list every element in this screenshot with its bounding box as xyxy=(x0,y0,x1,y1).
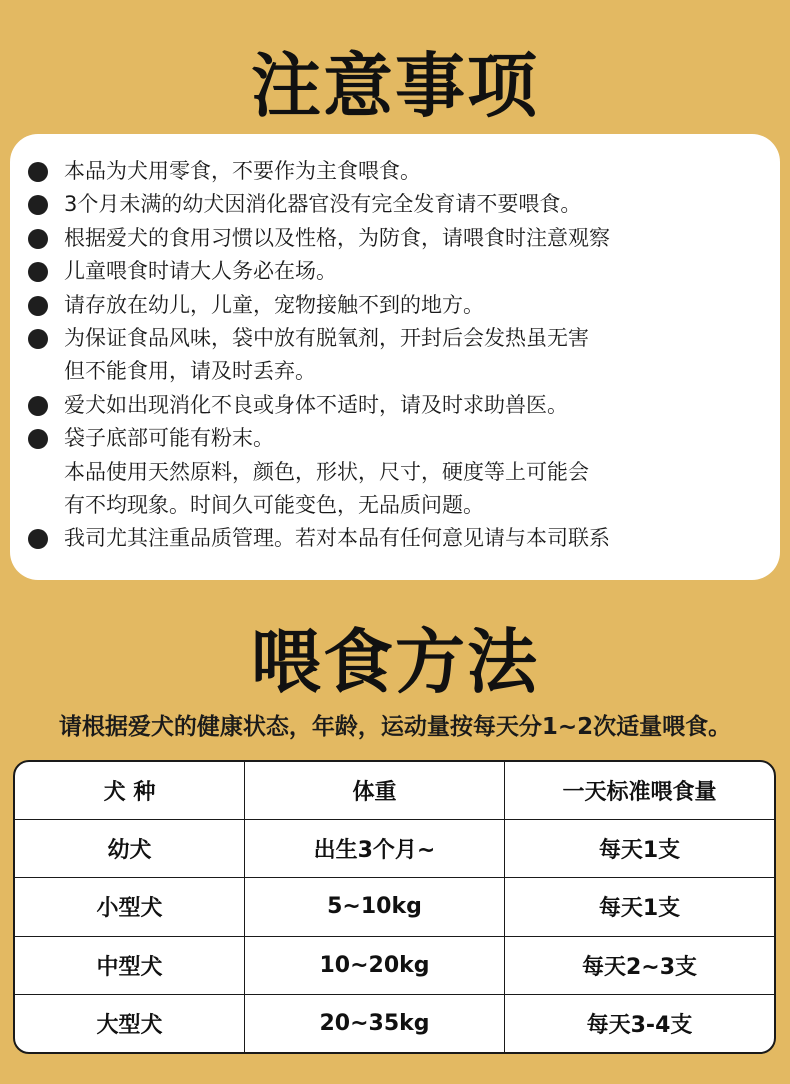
notice-item xyxy=(28,355,748,388)
notice-list xyxy=(28,155,748,556)
notice-item-text: 儿童喂食时请大人务必在场。 xyxy=(64,259,337,284)
notice-item-text: 请存放在幼儿，儿童，宠物接触不到的地方。 xyxy=(64,292,484,317)
notice-title: 注意事项 xyxy=(251,45,539,127)
notice-item xyxy=(28,489,748,522)
notice-item-text: 爱犬如出现消化不良或身体不适时，请及时求助兽医。 xyxy=(64,392,568,417)
table-row xyxy=(15,936,774,994)
notice-item xyxy=(28,422,748,455)
notice-item-text: 有不均现象。时间久可能变色，无品质问题。 xyxy=(64,493,484,518)
bullet-icon xyxy=(28,296,48,316)
table-header-cell: 一天标准喂食量 xyxy=(505,762,775,819)
bullet-icon xyxy=(28,329,48,349)
notice-item-text: 3个月未满的幼犬因消化器官没有完全发育请不要喂食。 xyxy=(64,192,582,217)
feeding-subtitle: 请根据爱犬的健康状态，年龄，运动量按每天分1~2次适量喂食。 xyxy=(58,714,732,740)
table-cell: 20~35kg xyxy=(245,995,505,1052)
table-row xyxy=(15,819,774,877)
table-cell: 大型犬 xyxy=(15,995,245,1052)
feeding-title: 喂食方法 xyxy=(251,621,539,703)
table-cell: 10~20kg xyxy=(245,936,505,994)
table-header-cell: 体重 xyxy=(245,762,505,819)
bullet-icon xyxy=(28,229,48,249)
table-header-row xyxy=(15,762,774,819)
notice-item xyxy=(28,155,748,188)
notice-item xyxy=(28,255,748,288)
bullet-icon xyxy=(28,162,48,182)
notice-item-text: 袋子底部可能有粉末。 xyxy=(64,426,274,451)
notice-item-text: 根据爱犬的食用习惯以及性格，为防食，请喂食时注意观察 xyxy=(64,225,610,250)
notice-item-text: 为保证食品风味，袋中放有脱氧剂，开封后会发热虽无害 xyxy=(64,326,589,351)
table-cell: 每天2~3支 xyxy=(505,936,775,994)
table-row xyxy=(15,878,774,936)
bullet-icon xyxy=(28,262,48,282)
notice-item xyxy=(28,456,748,489)
bullet-icon xyxy=(28,429,48,449)
table-cell: 每天1支 xyxy=(505,819,775,877)
notice-item xyxy=(28,389,748,422)
table-cell: 幼犬 xyxy=(15,819,245,877)
notice-item xyxy=(28,322,748,355)
table-row xyxy=(15,995,774,1052)
feeding-table xyxy=(13,760,776,1054)
notice-item-text: 但不能食用，请及时丢弃。 xyxy=(64,359,316,384)
notice-item-text: 本品为犬用零食，不要作为主食喂食。 xyxy=(64,159,421,183)
notice-item xyxy=(28,188,748,221)
table-cell: 每天1支 xyxy=(505,878,775,936)
table-header-cell: 犬 种 xyxy=(15,762,245,819)
bullet-icon xyxy=(28,529,48,549)
bullet-icon xyxy=(28,195,48,215)
table-cell: 中型犬 xyxy=(15,936,245,994)
notice-item xyxy=(28,222,748,255)
notice-item xyxy=(28,289,748,322)
bullet-icon xyxy=(28,396,48,416)
notice-item xyxy=(28,522,748,555)
notice-item-text: 我司尤其注重品质管理。若对本品有任何意见请与本司联系 xyxy=(64,526,610,551)
table-cell: 5~10kg xyxy=(245,878,505,936)
table-cell: 出生3个月~ xyxy=(245,819,505,877)
table-cell: 小型犬 xyxy=(15,878,245,936)
table-cell: 每天3-4支 xyxy=(586,1013,693,1038)
notice-item-text: 本品使用天然原料，颜色，形状，尺寸，硬度等上可能会 xyxy=(64,459,589,484)
